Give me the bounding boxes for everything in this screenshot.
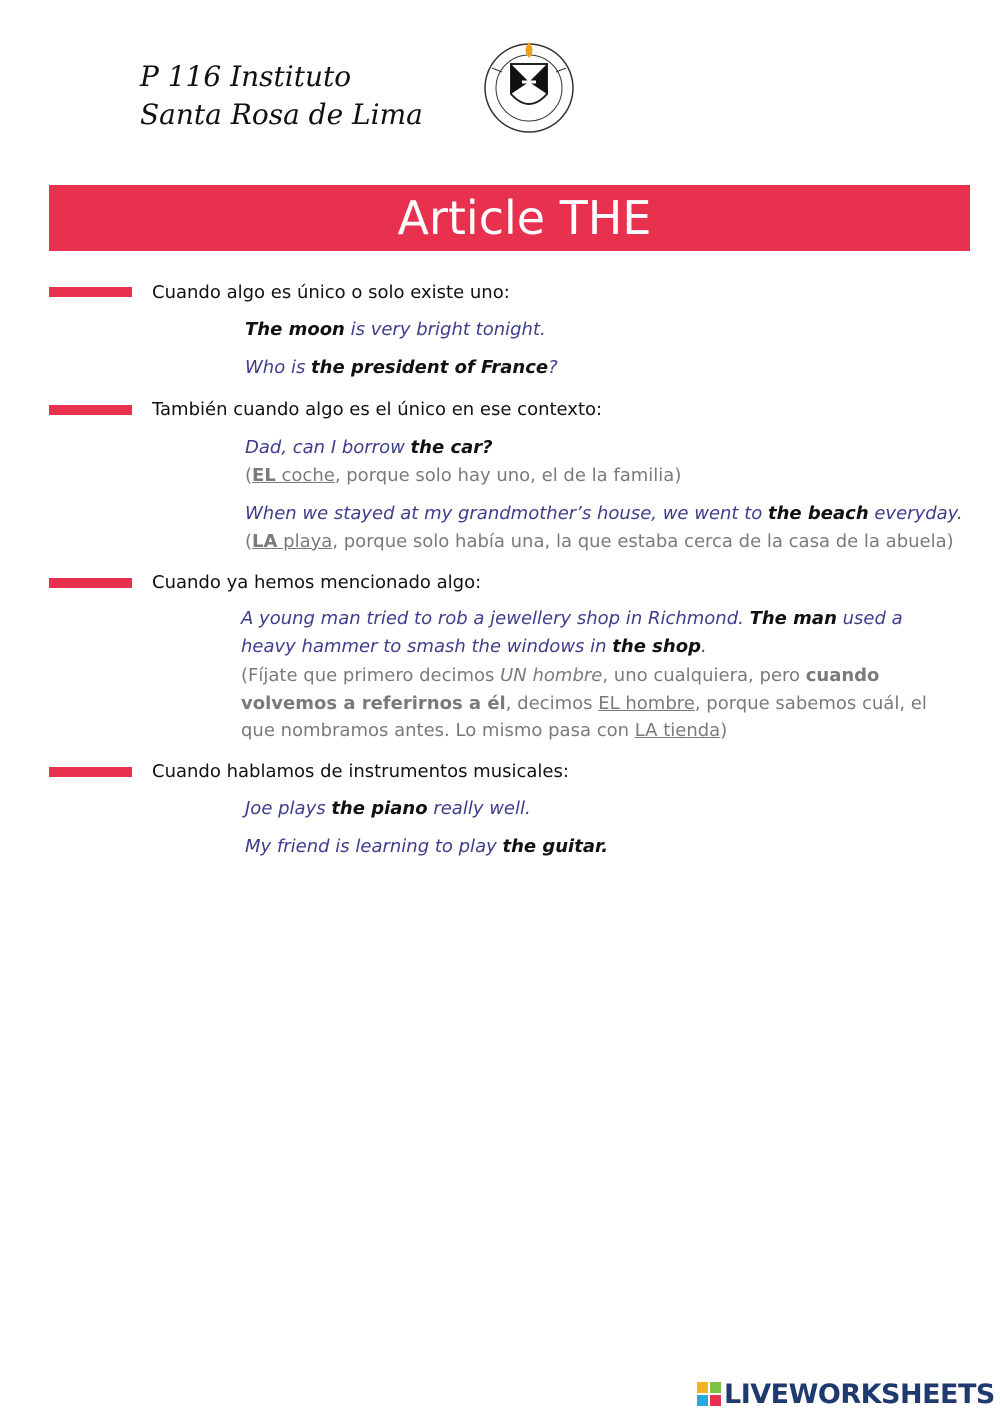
section-heading: Cuando ya hemos mencionado algo: xyxy=(152,572,482,593)
example-sentence: The moon is very bright tonight. xyxy=(245,319,546,340)
section-marker xyxy=(49,578,132,588)
school-seal-logo xyxy=(482,38,576,134)
explanation-note: (EL coche, porque solo hay uno, el de la familia) xyxy=(245,465,682,486)
explanation-note: (LA playa, porque solo había una, la que estaba cerca de la casa de la abuela) xyxy=(245,531,954,552)
section-heading: También cuando algo es el único en ese contexto: xyxy=(152,399,603,420)
example-sentence: My friend is learning to play the guitar. xyxy=(245,836,609,857)
section-marker xyxy=(49,767,132,777)
section-marker xyxy=(49,287,132,297)
school-name xyxy=(140,58,423,134)
brand-name: LIVEWORKSHEETS xyxy=(724,1378,995,1410)
example-paragraph: A young man tried to rob a jewellery shop in Richmond. The man used a heavy hammer to smash the windows in the shop. xyxy=(241,608,903,657)
explanation-note: (Fíjate que primero decimos UN hombre, uno cualquiera, pero cuando volvemos a referirnos a él, decimos EL hombre, porque sabemos cuál, el que nombramos antes. Lo mismo pasa con LA tienda) xyxy=(241,665,927,741)
title-banner xyxy=(49,185,970,251)
section-heading: Cuando hablamos de instrumentos musicales: xyxy=(152,761,569,782)
school-name-line2: Santa Rosa de Lima xyxy=(140,98,423,131)
section-marker xyxy=(49,405,132,415)
section-heading: Cuando algo es único o solo existe uno: xyxy=(152,282,510,303)
brand-grid-icon xyxy=(697,1382,721,1406)
liveworksheets-logo xyxy=(697,1378,995,1410)
example-sentence: Joe plays the piano really well. xyxy=(245,798,531,819)
page-title: Article THE xyxy=(397,191,652,245)
school-name-line1: P 116 Instituto xyxy=(140,60,352,93)
example-sentence: When we stayed at my grandmother’s house, we went to the beach everyday. xyxy=(245,503,963,524)
example-sentence: Dad, can I borrow the car? xyxy=(245,437,493,458)
example-sentence: Who is the president of France? xyxy=(245,357,558,378)
